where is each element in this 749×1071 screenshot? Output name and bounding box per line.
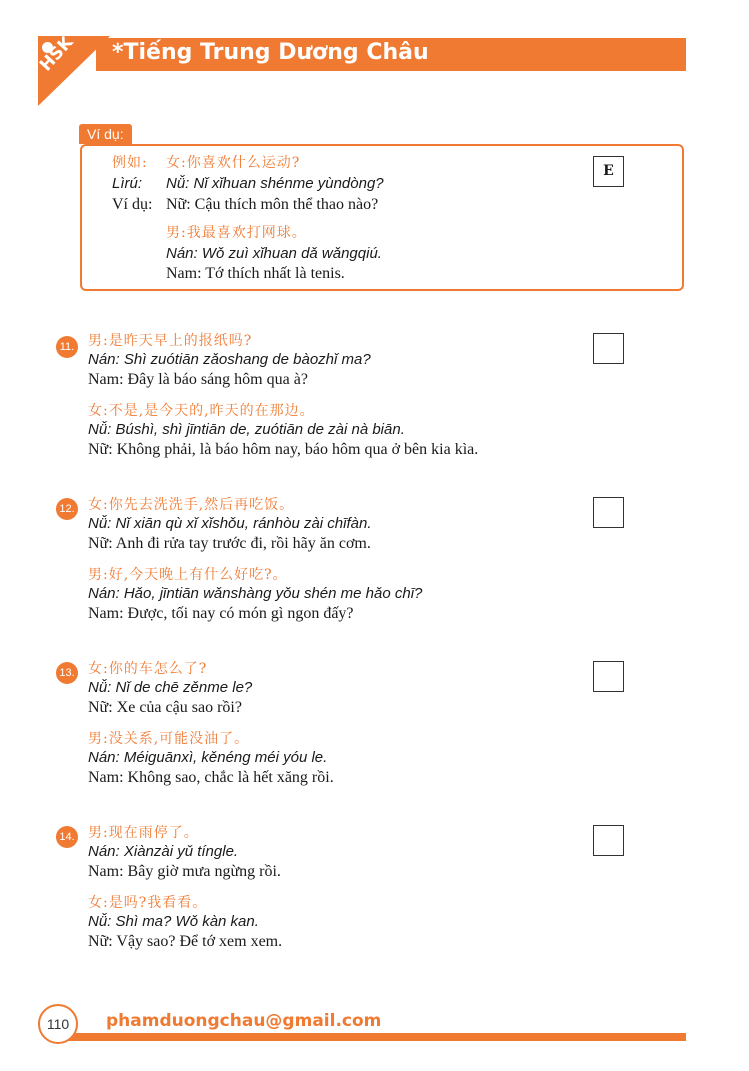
question-line-a-pinyin: Nán: Xiànzài yǔ tíngle.: [88, 843, 239, 860]
example-line1-vietnamese: [112, 196, 378, 214]
hsk-badge: HSK: [36, 32, 78, 76]
example-answer-box: E: [593, 156, 624, 187]
question-line-a-chinese: 女:你的车怎么了?: [88, 661, 208, 677]
question-line-a-pinyin: Nǚ: Nǐ xiān qù xǐ xǐshǒu, ránhòu zài chīfàn.: [88, 515, 372, 532]
question-line-a-chinese: 男:是昨天早上的报纸吗?: [88, 333, 253, 349]
answer-box[interactable]: [593, 825, 624, 856]
page-number: 110: [38, 1004, 78, 1044]
question-line-a-chinese: 男:现在雨停了。: [88, 825, 199, 841]
example-prefix-chinese: 例如:: [112, 155, 148, 171]
question-line-a-vietnamese: Nữ: Anh đi rửa tay trước đi, rồi hãy ăn cơm.: [88, 535, 371, 552]
question-line-a-chinese: 女:你先去洗洗手,然后再吃饭。: [88, 497, 295, 513]
example-line2-chinese: 男:我最喜欢打网球。: [166, 225, 307, 241]
question-line-b-vietnamese: Nam: Được, tối nay có món gì ngon đấy?: [88, 605, 354, 622]
question-line-b-vietnamese: Nữ: Không phải, là báo hôm nay, báo hôm qua ở bên kia kìa.: [88, 441, 479, 458]
question-line-b-pinyin: Nǚ: Búshì, shì jīntiān de, zuótiān de zài nà biān.: [88, 421, 405, 438]
question-line-b-vietnamese: Nữ: Vậy sao? Để tớ xem xem.: [88, 933, 283, 950]
question-line-b-chinese: 女:不是,是今天的,昨天的在那边。: [88, 403, 315, 419]
question-line-a-pinyin: Nán: Shì zuótiān zǎoshang de bàozhǐ ma?: [88, 351, 371, 368]
page-title: *Tiếng Trung Dương Châu: [112, 40, 429, 65]
example-line1-chinese: [112, 152, 300, 172]
answer-box[interactable]: [593, 333, 624, 364]
footer-email: phamduongchau@gmail.com: [106, 1011, 382, 1031]
example-line2-vietnamese: Nam: Tớ thích nhất là tenis.: [166, 265, 345, 282]
example-prefix-pinyin: Lìrú:: [112, 175, 143, 192]
question-number-badge: 12.: [56, 498, 78, 520]
question-number-badge: 13.: [56, 662, 78, 684]
question-line-a-vietnamese: Nam: Bây giờ mưa ngừng rồi.: [88, 863, 281, 880]
example-prefix-vietnamese: Ví dụ:: [112, 196, 153, 213]
example-line1-py-text: Nǚ: Nǐ xǐhuan shénme yùndòng?: [166, 175, 384, 192]
question-number-badge: 14.: [56, 826, 78, 848]
question-line-b-pinyin: Nán: Hǎo, jīntiān wǎnshàng yǒu shén me hǎo chī?: [88, 585, 423, 602]
answer-box[interactable]: [593, 497, 624, 528]
question-line-b-chinese: 男:好,今天晚上有什么好吃?。: [88, 567, 288, 583]
question-line-a-pinyin: Nǚ: Nǐ de chē zěnme le?: [88, 679, 253, 696]
answer-box[interactable]: [593, 661, 624, 692]
question-line-b-chinese: 男:没关系,可能没油了。: [88, 731, 250, 747]
question-line-b-pinyin: Nán: Méiguānxì, kěnéng méi yóu le.: [88, 749, 328, 766]
example-line1-zh-text: 女:你喜欢什么运动?: [166, 155, 301, 171]
question-line-b-chinese: 女:是吗?我看看。: [88, 895, 208, 911]
example-tab: Ví dụ:: [79, 124, 132, 144]
footer-bar: [60, 1033, 686, 1041]
question-line-a-vietnamese: Nam: Đây là báo sáng hôm qua à?: [88, 371, 308, 388]
question-number-badge: 11.: [56, 336, 78, 358]
example-line1-pinyin: [112, 175, 384, 192]
example-line1-vi-text: Nữ: Cậu thích môn thể thao nào?: [166, 196, 379, 213]
question-line-a-vietnamese: Nữ: Xe của cậu sao rồi?: [88, 699, 242, 716]
question-line-b-vietnamese: Nam: Không sao, chắc là hết xăng rồi.: [88, 769, 334, 786]
question-line-b-pinyin: Nǚ: Shì ma? Wǒ kàn kan.: [88, 913, 259, 930]
example-line2-pinyin: Nán: Wǒ zuì xǐhuan dǎ wǎngqiú.: [166, 245, 382, 262]
